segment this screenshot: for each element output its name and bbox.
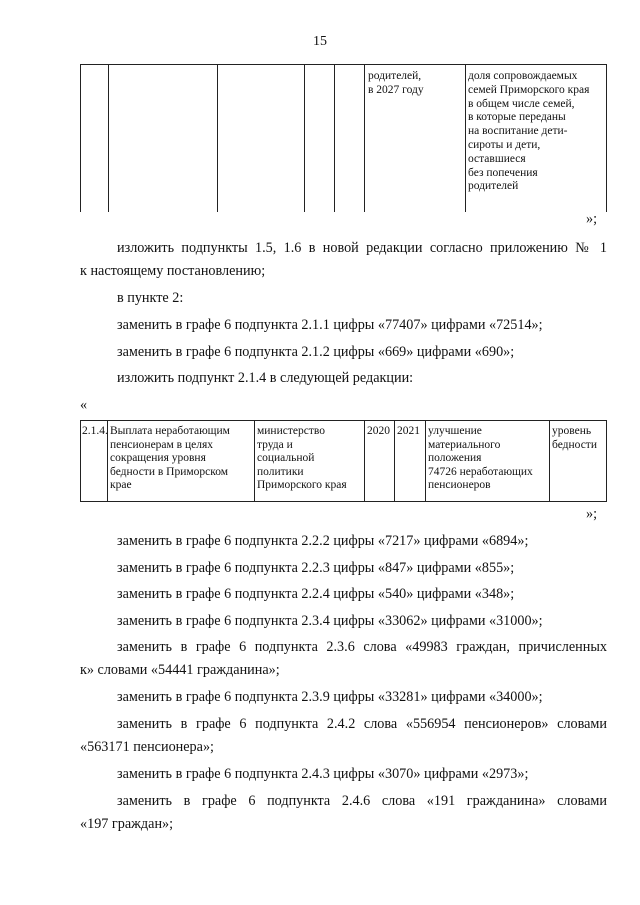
paragraph-line: заменить в графе 6 подпункта 2.4.6 слова «191 гражданина» словами [117, 793, 607, 809]
agency-line: социальной [257, 452, 315, 465]
opening-quote: « [80, 397, 88, 413]
paragraph: заменить в графе 6 подпункта 2.2.2 цифры «7217» цифрами «6894»; [117, 533, 529, 549]
agency-line: министерство [257, 425, 325, 437]
paragraph: заменить в графе 6 подпункта 2.4.3 цифры «3070» цифрами «2973»; [117, 766, 529, 782]
year-start: 2020 [367, 425, 390, 437]
paragraph: в пункте 2: [117, 290, 184, 306]
year-end: 2021 [397, 425, 420, 437]
indicator-line: бедности [552, 438, 597, 451]
table-subitem-2-1-4 [80, 420, 607, 502]
measure-title-line: крае [110, 479, 132, 492]
paragraph: заменить в графе 6 подпункта 2.3.4 цифры «33062» цифрами «31000»; [117, 613, 543, 629]
paragraph: заменить в графе 6 подпункта 2.3.9 цифры «33281» цифрами «34000»; [117, 689, 543, 705]
table1-col7-line: в общем числе семей, [468, 97, 575, 110]
measure-title-line: бедности в Приморском [110, 465, 229, 478]
measure-title-line: Выплата неработающим [110, 425, 230, 437]
result-line: материального [428, 438, 501, 451]
subitem-number: 2.1.4. [82, 425, 108, 437]
table1-col7-line: доля сопровождаемых [468, 70, 578, 82]
agency-line: труда и [257, 438, 293, 451]
paragraph: заменить в графе 6 подпункта 2.2.3 цифры «847» цифрами «855»; [117, 560, 515, 576]
closing-quote: »; [586, 211, 598, 227]
indicator-line: уровень [552, 425, 592, 437]
result-cell [428, 425, 533, 493]
paragraph-line: изложить подпункты 1.5, 1.6 в новой редакции согласно приложению № 1 [117, 240, 607, 256]
measure-title-line: пенсионерам в целях [110, 438, 214, 451]
column-divider [549, 421, 550, 501]
indicator-cell [552, 425, 597, 452]
table1-col6-line: родителей, [368, 70, 422, 82]
paragraph-line: «197 граждан»; [80, 816, 174, 832]
result-line: 74726 неработающих [428, 465, 533, 478]
column-divider [465, 65, 466, 212]
result-line: пенсионеров [428, 479, 491, 492]
table1-col7-line: семей Приморского края [468, 83, 590, 96]
table1-col6-cell [368, 70, 424, 98]
measure-title-line: сокращения уровня [110, 452, 206, 465]
table-continuation [80, 64, 607, 212]
table1-col7-line: родителей [468, 180, 519, 193]
paragraph-line: «563171 пенсионера»; [80, 739, 214, 755]
column-divider [254, 421, 255, 501]
paragraph-line: заменить в графе 6 подпункта 2.4.2 слова «556954 пенсионеров» словами [117, 716, 607, 732]
column-divider [217, 65, 218, 212]
paragraph: заменить в графе 6 подпункта 2.1.1 цифры «77407» цифрами «72514»; [117, 317, 543, 333]
column-divider [108, 65, 109, 212]
closing-quote: »; [586, 506, 598, 522]
paragraph-line: к настоящему постановлению; [80, 263, 266, 279]
table1-col7-line: сироты и дети, [468, 138, 541, 151]
table1-col7-line: в которые переданы [468, 111, 566, 124]
paragraph-line: к» словами «54441 гражданина»; [80, 662, 280, 678]
paragraph: заменить в графе 6 подпункта 2.2.4 цифры «540» цифрами «348»; [117, 586, 515, 602]
column-divider [334, 65, 335, 212]
agency-line: Приморского края [257, 479, 347, 492]
page-number: 15 [313, 34, 327, 49]
column-divider [364, 421, 365, 501]
result-line: положения [428, 452, 482, 465]
table1-col7-line: оставшиеся [468, 152, 526, 165]
table1-col7-cell [468, 70, 589, 194]
table1-col7-line: без попечения [468, 166, 538, 179]
table1-col7-line: на воспитание дети- [468, 125, 568, 138]
paragraph: изложить подпункт 2.1.4 в следующей редакции: [117, 370, 414, 386]
column-divider [364, 65, 365, 212]
paragraph-line: заменить в графе 6 подпункта 2.3.6 слова «49983 граждан, причисленных [117, 639, 607, 655]
paragraph: заменить в графе 6 подпункта 2.1.2 цифры «669» цифрами «690»; [117, 344, 515, 360]
column-divider [394, 421, 395, 501]
agency-cell [257, 425, 347, 493]
column-divider [425, 421, 426, 501]
column-divider [304, 65, 305, 212]
result-line: улучшение [428, 425, 482, 437]
measure-title-cell [110, 425, 230, 493]
agency-line: политики [257, 465, 304, 478]
table1-col6-line: в 2027 году [368, 83, 424, 96]
